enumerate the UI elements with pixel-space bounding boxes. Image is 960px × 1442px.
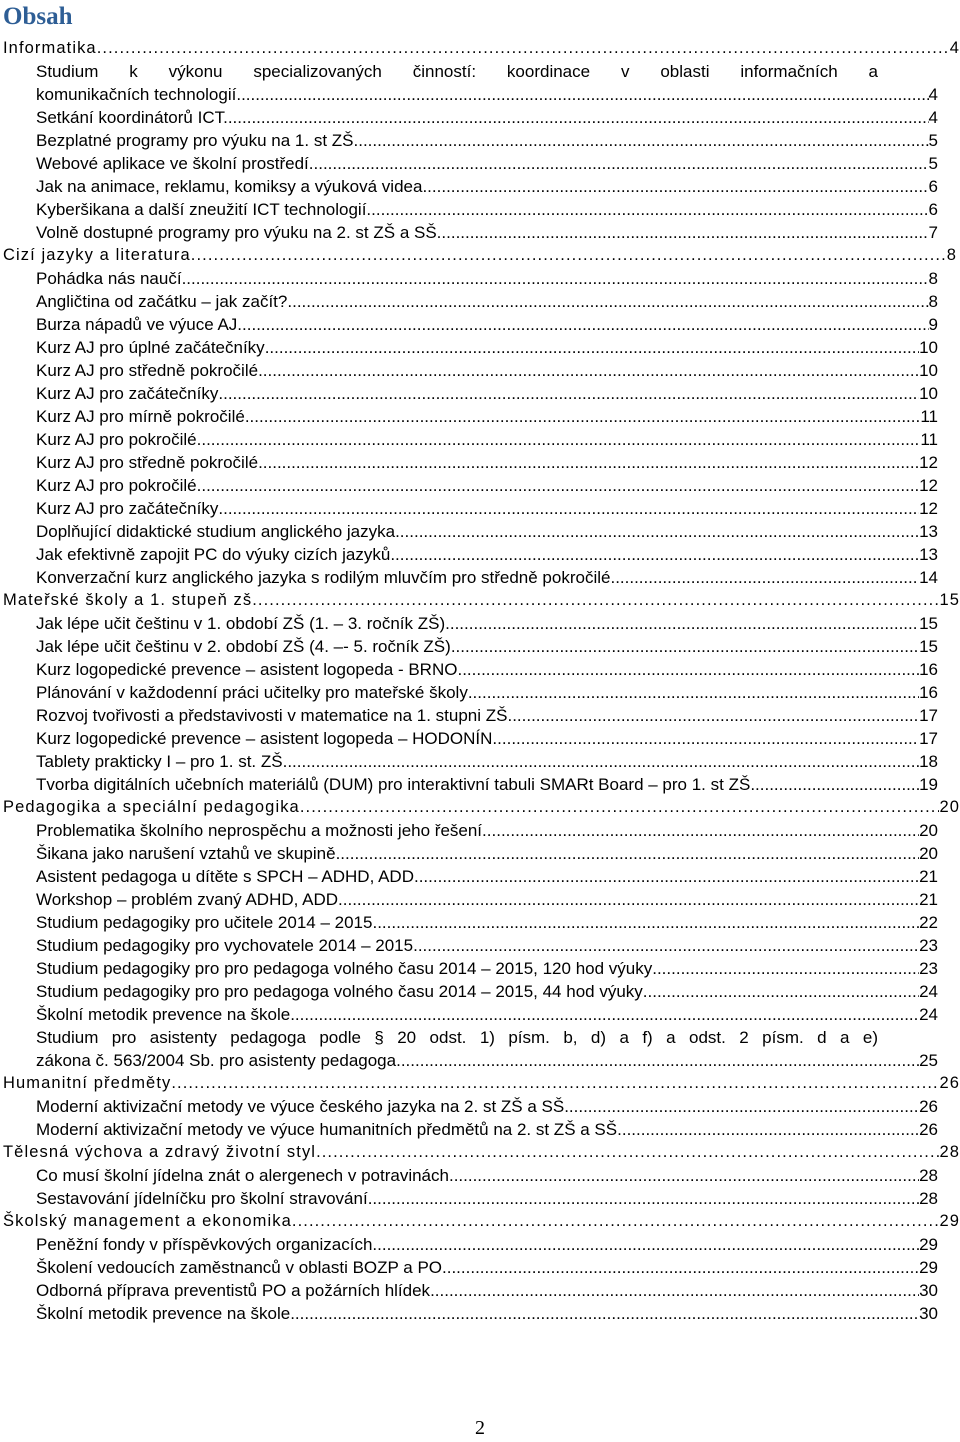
toc-entry[interactable]	[0, 313, 960, 336]
toc-heading-label: Školský management a ekonomika	[3, 1212, 292, 1230]
toc-entry-label: Workshop – problém zvaný ADHD, ADD	[36, 890, 339, 909]
toc-page-number: 5	[928, 154, 938, 173]
toc-page-number: 26	[919, 1120, 938, 1139]
toc-heading-label: Pedagogika a speciální pedagogika	[3, 798, 300, 816]
toc-leader	[237, 313, 928, 336]
toc-page-number: 12	[919, 499, 938, 518]
toc-page-number: 20	[919, 844, 938, 863]
toc-entry[interactable]	[0, 566, 960, 589]
toc-entry-label: Burza nápadů ve výuce AJ	[36, 315, 238, 334]
toc-entry-label: Studium k výkonu specializovaných činností: koordinace v oblasti informačních a	[36, 62, 878, 81]
toc-leader	[287, 290, 928, 313]
toc-page-number: 6	[928, 200, 938, 219]
toc-page-number: 20	[919, 821, 938, 840]
toc-entry[interactable]	[0, 221, 960, 244]
toc-entry[interactable]	[0, 152, 960, 175]
toc-entry[interactable]	[0, 934, 960, 957]
toc-entry-label: Kurz AJ pro středně pokročilé	[36, 361, 259, 380]
toc-entry-label: Kurz AJ pro pokročilé	[36, 430, 197, 449]
toc-page-number: 24	[919, 982, 938, 1001]
toc-entry-label: Bezplatné programy pro výuku na 1. st ZŠ	[36, 131, 354, 150]
toc-leader	[258, 359, 919, 382]
toc-leader	[309, 152, 929, 175]
toc-entry-label: Kurz AJ pro mírně pokročilé	[36, 407, 245, 426]
toc-page-number: 26	[939, 1074, 960, 1092]
toc-leader	[617, 1118, 919, 1141]
toc-leader	[258, 451, 919, 474]
toc-page-number: 6	[928, 177, 938, 196]
toc-entry[interactable]	[0, 727, 960, 750]
toc-page-number: 20	[939, 798, 960, 816]
toc-page-number: 17	[919, 706, 938, 725]
toc-entry[interactable]	[0, 198, 960, 221]
toc-entry[interactable]	[0, 106, 960, 129]
toc-leader	[290, 1302, 919, 1325]
toc-leader	[419, 865, 919, 888]
toc-entry-label: Doplňující didaktické studium anglického jazyka	[36, 522, 396, 541]
toc-entry-label: Sestavování jídelníčku pro školní stravování	[36, 1189, 368, 1208]
toc-entry-label: Rozvoj tvořivosti a představivosti v matematice na 1. stupni ZŠ	[36, 706, 508, 725]
toc-leader	[236, 83, 928, 106]
toc-page-number: 29	[939, 1212, 960, 1230]
toc-leader	[449, 1164, 919, 1187]
toc-leader	[191, 244, 947, 267]
toc-page-number: 11	[920, 407, 938, 426]
toc-page-number: 28	[939, 1143, 960, 1161]
page-number-footer: 2	[475, 1417, 485, 1439]
toc-leader	[413, 934, 919, 957]
toc-heading-label: Informatika	[3, 39, 97, 57]
toc-page-number: 12	[919, 453, 938, 472]
toc-heading-label: Cizí jazyky a literatura	[3, 246, 191, 264]
toc-leader	[218, 497, 919, 520]
toc-page-number: 24	[919, 1005, 938, 1024]
toc-leader	[316, 1141, 939, 1164]
toc-entry[interactable]	[0, 612, 960, 635]
toc-entry-label: komunikačních technologií	[36, 85, 237, 104]
toc-entry-label: Problematika školního neprospěchu a možnosti jeho řešení	[36, 821, 483, 840]
toc-entry-label: Volně dostupné programy pro výuku na 2. st ZŠ a SŠ	[36, 223, 437, 242]
toc-entry[interactable]	[0, 819, 960, 842]
toc-page-number: 16	[919, 683, 938, 702]
toc-leader	[468, 681, 919, 704]
toc-page-number: 22	[919, 913, 938, 932]
toc-leader	[182, 267, 929, 290]
toc-page-number: 15	[919, 637, 938, 656]
toc-entry[interactable]	[0, 336, 960, 359]
toc-heading-label: Mateřské školy a 1. stupeň zš	[3, 591, 253, 609]
toc-page-number: 4	[949, 39, 960, 57]
toc-entry[interactable]	[0, 1095, 960, 1118]
toc-leader	[290, 1003, 919, 1026]
toc-entry[interactable]	[0, 1233, 960, 1256]
toc-heading-label: Tělesná výchova a zdravý životní styl	[3, 1143, 317, 1161]
toc-page-number: 10	[919, 361, 938, 380]
toc-leader	[610, 566, 919, 589]
toc-entry-label: Studium pedagogiky pro vychovatele 2014 – 2015	[36, 936, 414, 955]
toc-entry[interactable]	[0, 474, 960, 497]
toc-entry-label: Plánování v každodenní práci učitelky pro mateřské školy	[36, 683, 468, 702]
toc-entry-label: Jak na animace, reklamu, komiksy a výuková videa	[36, 177, 423, 196]
toc-leader	[564, 1095, 919, 1118]
toc-leader	[750, 773, 919, 796]
toc-entry-label: Jak lépe učit češtinu v 1. období ZŠ (1. – 3. ročník ZŠ)	[36, 614, 446, 633]
toc-entry[interactable]	[0, 428, 960, 451]
toc-entry[interactable]	[0, 773, 960, 796]
toc-entry-label: Kurz AJ pro středně pokročilé	[36, 453, 259, 472]
toc-leader	[442, 1256, 919, 1279]
toc-leader	[507, 704, 919, 727]
toc-entry[interactable]	[0, 129, 960, 152]
toc-page-number: 18	[919, 752, 938, 771]
toc-entry[interactable]	[0, 1049, 960, 1072]
toc-leader	[457, 658, 919, 681]
toc-page-number: 13	[919, 522, 938, 541]
toc-heading[interactable]	[0, 796, 960, 819]
toc-entry-label: Asistent pedagoga u dítěte s SPCH – ADHD, ADD.	[36, 867, 419, 886]
toc-entry-label: Kyberšikana a další zneužití ICT technologií	[36, 200, 367, 219]
toc-entry-label: Studium pro asistenty pedagoga podle § 20 odst. 1) písm. b, d) a f) a odst. 2 písm. d a e)	[36, 1028, 878, 1047]
toc-entry[interactable]	[0, 1279, 960, 1302]
toc-entry[interactable]	[0, 957, 960, 980]
toc-page-number: 9	[928, 315, 938, 334]
toc-entry[interactable]	[0, 911, 960, 934]
toc-heading[interactable]	[0, 1210, 960, 1233]
toc-page-number: 29	[919, 1258, 938, 1277]
toc-leader	[652, 957, 919, 980]
toc-leader	[422, 175, 928, 198]
toc-leader	[252, 589, 939, 612]
toc-entry-label: Pohádka nás naučí	[36, 269, 182, 288]
toc-entry-label: Studium pedagogiky pro pro pedagoga volného času 2014 – 2015, 44 hod výuky	[36, 982, 643, 1001]
toc-leader	[390, 543, 919, 566]
toc-entry-label: Webové aplikace ve školní prostředí	[36, 154, 309, 173]
toc-entry-label: Kurz AJ pro začátečníky	[36, 499, 219, 518]
toc-leader	[643, 980, 919, 1003]
toc-entry[interactable]	[0, 451, 960, 474]
toc-page-number: 23	[919, 959, 938, 978]
toc-entry[interactable]	[0, 865, 960, 888]
toc-page-number: 8	[928, 269, 938, 288]
toc-page-number: 26	[919, 1097, 938, 1116]
toc-leader	[437, 221, 929, 244]
toc-leader	[283, 750, 919, 773]
toc-page-number: 10	[919, 384, 938, 403]
toc-entry-label: Angličtina od začátku – jak začít?	[36, 292, 288, 311]
toc-leader	[395, 520, 919, 543]
toc-entry-label: Studium pedagogiky pro pro pedagoga volného času 2014 – 2015, 120 hod výuky	[36, 959, 653, 978]
toc-entry[interactable]	[0, 290, 960, 313]
toc-page-number: 4	[928, 85, 938, 104]
toc-leader	[451, 635, 919, 658]
toc-entry-label: Kurz AJ pro začátečníky	[36, 384, 219, 403]
toc-page-number: 13	[919, 545, 938, 564]
toc-leader	[492, 727, 919, 750]
toc-leader	[228, 106, 929, 129]
toc-entry[interactable]	[0, 1164, 960, 1187]
toc-entry[interactable]	[0, 1003, 960, 1026]
toc-leader	[265, 336, 919, 359]
toc-entry-label: Kurz AJ pro pokročilé	[36, 476, 197, 495]
toc-leader	[338, 888, 919, 911]
toc-entry-label: Jak efektivně zapojit PC do výuky cizích jazyků	[36, 545, 391, 564]
toc-entry-label: Tablety prakticky I – pro 1. st. ZŠ	[36, 752, 283, 771]
toc-entry[interactable]	[0, 658, 960, 681]
toc-entry-label: Studium pedagogiky pro učitele 2014 – 2015	[36, 913, 373, 932]
toc-entry[interactable]	[0, 405, 960, 428]
toc-page-number: 16	[919, 660, 938, 679]
toc-leader	[368, 1187, 919, 1210]
toc-entry[interactable]	[0, 704, 960, 727]
toc-entry-label: Konverzační kurz anglického jazyka s rodilým mluvčím pro středně pokročilé	[36, 568, 611, 587]
toc-page-number: 17	[919, 729, 938, 748]
toc-leader	[97, 37, 950, 60]
toc-page-number: 10	[919, 338, 938, 357]
toc-leader	[218, 382, 919, 405]
toc-leader	[245, 405, 921, 428]
toc-page-number: 28	[919, 1189, 938, 1208]
toc-entry-label: Školní metodik prevence na škole	[36, 1304, 291, 1323]
toc-leader	[445, 612, 919, 635]
toc-entry[interactable]	[0, 497, 960, 520]
toc-entry[interactable]	[0, 681, 960, 704]
table-of-contents	[0, 37, 960, 1325]
toc-entry[interactable]	[0, 1302, 960, 1325]
toc-page-number: 11	[920, 430, 938, 449]
toc-entry[interactable]	[0, 382, 960, 405]
toc-entry-label: Moderní aktivizační metody ve výuce českého jazyka na 2. st ZŠ a SŠ	[36, 1097, 565, 1116]
toc-leader	[401, 1049, 919, 1072]
toc-page-number: 23	[919, 936, 938, 955]
toc-leader	[366, 198, 928, 221]
toc-leader	[300, 796, 940, 819]
toc-page-number: 14	[919, 568, 938, 587]
toc-entry[interactable]	[0, 520, 960, 543]
toc-page-number: 30	[919, 1281, 938, 1300]
toc-entry-label: Moderní aktivizační metody ve výuce humanitních předmětů na 2. st ZŠ a SŠ	[36, 1120, 618, 1139]
toc-entry[interactable]	[0, 359, 960, 382]
toc-entry[interactable]	[0, 635, 960, 658]
toc-entry[interactable]	[0, 543, 960, 566]
toc-leader	[197, 428, 921, 451]
toc-entry-line[interactable]	[0, 1026, 960, 1049]
toc-leader	[354, 129, 929, 152]
toc-entry[interactable]	[0, 750, 960, 773]
toc-heading[interactable]	[0, 37, 960, 60]
toc-entry[interactable]	[0, 267, 960, 290]
toc-entry-label: Školní metodik prevence na škole	[36, 1005, 291, 1024]
toc-leader	[372, 1233, 919, 1256]
toc-leader	[292, 1210, 940, 1233]
toc-leader	[372, 911, 919, 934]
toc-page-number: 15	[919, 614, 938, 633]
toc-page-number: 4	[928, 108, 938, 127]
toc-heading[interactable]	[0, 1072, 960, 1095]
toc-leader	[171, 1072, 939, 1095]
toc-heading[interactable]	[0, 244, 960, 267]
toc-page-number: 5	[928, 131, 938, 150]
toc-entry-label: Školení vedoucích zaměstnanců v oblasti BOZP a PO	[36, 1258, 443, 1277]
toc-page-number: 25	[919, 1051, 938, 1070]
toc-entry-label: zákona č. 563/2004 Sb. pro asistenty pedagoga.	[36, 1051, 401, 1070]
toc-entry-label: Kurz AJ pro úplné začátečníky	[36, 338, 265, 357]
toc-entry[interactable]	[0, 83, 960, 106]
toc-heading-label: Humanitní předměty	[3, 1074, 172, 1092]
toc-entry-label: Kurz logopedické prevence – asistent logopeda – HODONÍN	[36, 729, 493, 748]
toc-entry[interactable]	[0, 888, 960, 911]
toc-entry-label: Odborná příprava preventistů PO a požárních hlídek	[36, 1281, 431, 1300]
toc-entry-label: Kurz logopedické prevence – asistent logopeda - BRNO	[36, 660, 458, 679]
toc-page-number: 15	[939, 591, 960, 609]
toc-entry[interactable]	[0, 1187, 960, 1210]
page-title: Obsah	[3, 3, 73, 30]
toc-entry[interactable]	[0, 1118, 960, 1141]
toc-entry[interactable]	[0, 842, 960, 865]
toc-page-number: 30	[919, 1304, 938, 1323]
toc-page-number: 8	[928, 292, 938, 311]
toc-leader	[430, 1279, 919, 1302]
toc-entry-label: Jak lépe učit češtinu v 2. období ZŠ (4. –- 5. ročník ZŠ)	[36, 637, 451, 656]
toc-entry[interactable]	[0, 1256, 960, 1279]
toc-leader	[482, 819, 919, 842]
toc-entry-label: Tvorba digitálních učebních materiálů (DUM) pro interaktivní tabuli SMARt Board – pro 1. st ZŠ	[36, 775, 751, 794]
toc-heading[interactable]	[0, 1141, 960, 1164]
toc-leader	[336, 842, 920, 865]
toc-leader	[197, 474, 919, 497]
toc-entry-label: Setkání koordinátorů ICT.	[36, 108, 228, 127]
toc-heading[interactable]	[0, 589, 960, 612]
toc-page-number: 21	[919, 890, 938, 909]
toc-entry-label: Šikana jako narušení vztahů ve skupině	[36, 844, 336, 863]
toc-page-number: 7	[928, 223, 938, 242]
toc-page-number: 8	[946, 246, 957, 264]
toc-page-number: 28	[919, 1166, 938, 1185]
toc-entry-label: Peněžní fondy v příspěvkových organizacích	[36, 1235, 373, 1254]
toc-page-number: 21	[919, 867, 938, 886]
toc-entry-line[interactable]	[0, 60, 960, 83]
toc-entry-label: Co musí školní jídelna znát o alergenech v potravinách	[36, 1166, 449, 1185]
toc-entry[interactable]	[0, 175, 960, 198]
toc-entry[interactable]	[0, 980, 960, 1003]
toc-page-number: 12	[919, 476, 938, 495]
toc-page-number: 19	[919, 775, 938, 794]
toc-page-number: 29	[919, 1235, 938, 1254]
